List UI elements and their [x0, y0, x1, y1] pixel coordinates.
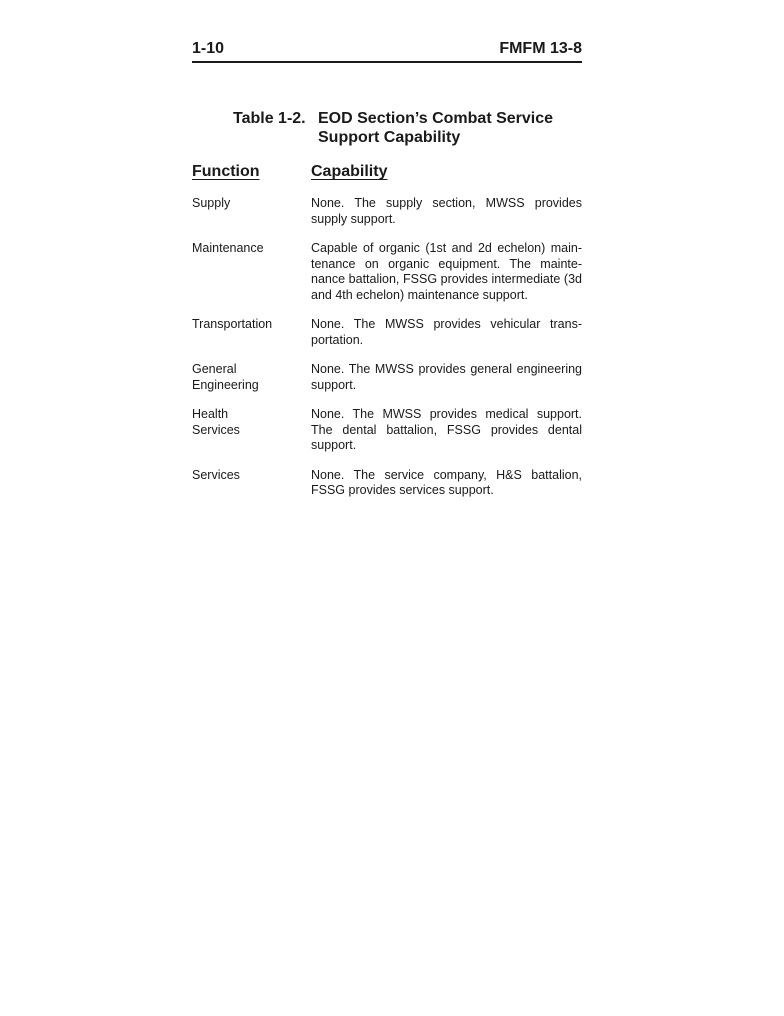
function-cell: General Engineering [192, 362, 259, 392]
table-row [192, 362, 582, 393]
function-cell: Maintenance [192, 241, 264, 255]
table-row [192, 241, 582, 303]
function-cell: Supply [192, 196, 231, 210]
table-title-line-2: Support Capability [318, 129, 461, 146]
table-row [192, 407, 582, 454]
column-header-capability: Capability [311, 163, 388, 180]
capability-cell: None. The service company, H&S battalion, FSSG provides services support. [311, 467, 582, 497]
column-header-function: Function [192, 163, 260, 180]
table-label: Table 1-2. [233, 110, 306, 127]
page-header [192, 40, 582, 60]
capability-cell: None. The MWSS provides medical support. The dental battalion, FSSG provides dental support. [311, 407, 582, 452]
capability-table [192, 196, 582, 513]
capability-cell: None. The MWSS provides vehicular transportation. [311, 317, 582, 347]
table-row [192, 196, 582, 227]
function-cell: Services [192, 467, 240, 482]
document-id: FMFM 13-8 [499, 40, 582, 57]
function-cell: Health Services [192, 407, 240, 437]
capability-cell: None. The MWSS provides general engineering support. [311, 362, 582, 392]
table-row [192, 468, 582, 499]
function-cell: Transportation [192, 317, 273, 331]
page-number: 1-10 [192, 40, 225, 57]
table-title-line-1: EOD Section’s Combat Service [318, 110, 554, 127]
header-rule [192, 61, 582, 63]
capability-cell: Capable of organic (1st and 2d echelon) maintenance on organic equipment. The maintenance battalion, FSSG provides intermediate (3d and 4th echelon) maintenance support. [311, 241, 582, 302]
table-row [192, 317, 582, 348]
capability-cell: None. The supply section, MWSS provides supply support. [311, 196, 582, 226]
